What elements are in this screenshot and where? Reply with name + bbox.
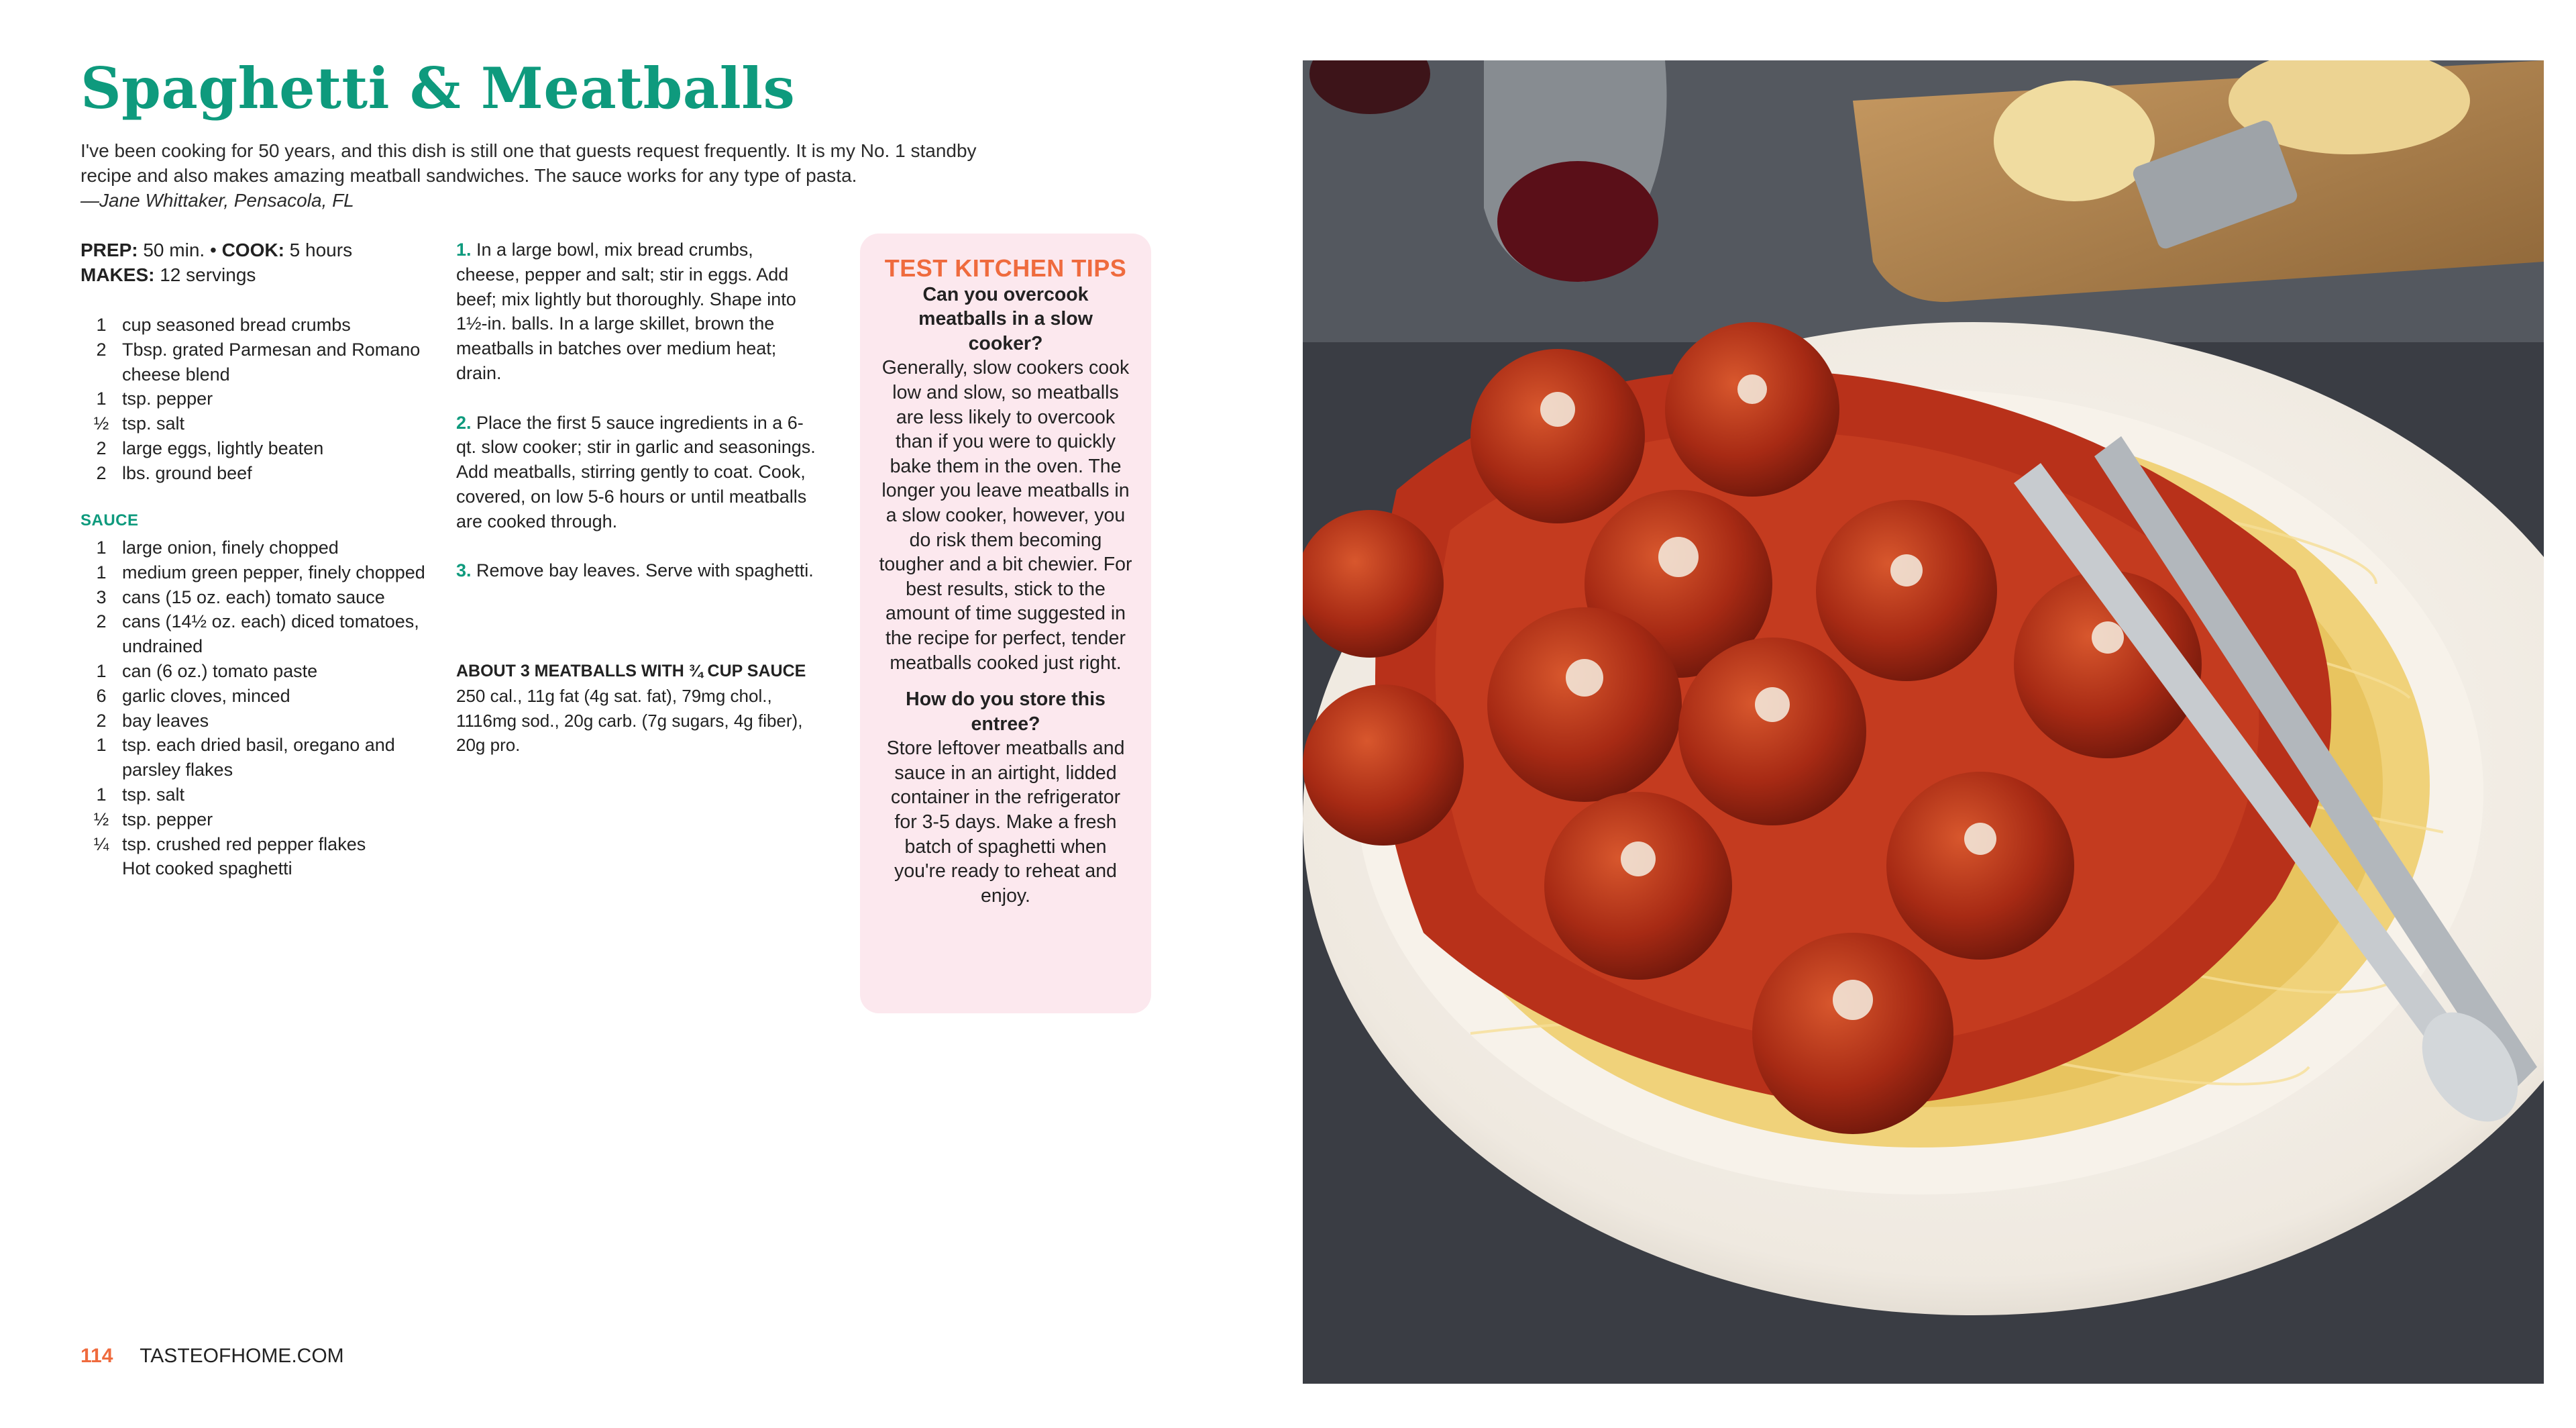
step-text: Place the first 5 sauce ingredients in a 6-qt. slow cooker; stir in garlic and seasonings. Add meatballs, stirring gently to coat. Cook, covered, on low 5-6 hours or until meatballs are cooked through. [456,412,816,531]
cook-value: 5 hours [289,240,353,260]
step-number: 1. [456,240,472,260]
direction-step [456,411,818,534]
ingredient-text: Tbsp. grated Parmesan and Romano cheese blend [122,339,421,385]
spaghetti-meatballs-photo [1303,60,2544,1384]
makes-value: 12 servings [160,264,256,285]
food-photo-illustration [1303,60,2544,1384]
ingredient-quantity: 1 [96,389,107,409]
direction-step [456,238,818,386]
prep-value: 50 min. [143,240,205,260]
sauce-ingredient-text: garlic cloves, minced [122,685,290,706]
ingredients-list [80,313,429,486]
step-number: 2. [456,412,472,433]
ingredient-text: tsp. salt [122,413,185,434]
direction-step [456,558,818,583]
sauce-ingredient-text: can (6 oz.) tomato paste [122,660,318,681]
tips-question-2: How do you store this entree? [906,688,1106,735]
sauce-ingredient-quantity [80,856,122,881]
sauce-ingredient-text: tsp. pepper [122,809,213,829]
sauce-ingredient-text: Hot cooked spaghetti [122,858,292,879]
sauce-ingredient-row [80,807,429,832]
ingredient-quantity: 2 [96,339,107,360]
sauce-ingredient-row [80,782,429,807]
ingredient-row [80,313,429,338]
ingredient-text: lbs. ground beef [122,462,252,483]
sauce-ingredient-quantity: 1 [96,735,107,756]
sauce-ingredient-row [80,709,429,733]
ingredient-row [80,461,429,486]
sauce-ingredient-quantity: 1 [96,784,107,805]
tips-heading: TEST KITCHEN TIPS [884,254,1127,282]
sauce-ingredient-text: large onion, finely chopped [122,538,339,558]
sauce-ingredient-quantity: 1 [96,660,107,681]
sauce-ingredient-text: cans (14½ oz. each) diced tomatoes, undrained [122,611,419,657]
sauce-ingredient-row [80,659,429,684]
recipe-title: Spaghetti & Meatballs [80,55,796,121]
sauce-ingredient-quantity: 2 [96,710,107,731]
ingredient-quantity: ½ [93,413,109,434]
ingredient-row [80,411,429,436]
ingredient-quantity: 2 [96,462,107,483]
sauce-ingredients-list [80,536,429,881]
nutrition-heading: ABOUT 3 MEATBALLS WITH ¾ CUP SAUCE [456,662,806,680]
ingredient-text: cup seasoned bread crumbs [122,315,351,335]
footer-site: TASTEOFHOME.COM [140,1345,344,1367]
step-number: 3. [456,560,472,581]
test-kitchen-tips-box [860,234,1151,1013]
sauce-ingredient-text: tsp. each dried basil, oregano and parsley flakes [122,735,395,780]
makes-label: MAKES: [80,264,155,285]
sauce-ingredient-quantity: 6 [96,685,107,706]
sauce-ingredient-quantity: 1 [96,562,107,582]
sauce-ingredient-quantity: 3 [96,586,107,607]
ingredient-row [80,338,429,387]
sauce-ingredient-text: tsp. salt [122,784,185,805]
step-text: Remove bay leaves. Serve with spaghetti. [471,560,814,581]
intro-text: I've been cooking for 50 years, and this dish is still one that guests request frequently. It is my No. 1 standby recipe and also makes amazing meatball sandwiches. The sauce works for any type of pasta. [80,140,977,186]
cook-label: COOK: [221,240,284,260]
sauce-ingredient-text: cans (15 oz. each) tomato sauce [122,586,385,607]
nutrition-facts [456,659,818,758]
sauce-ingredient-row [80,684,429,709]
nutrition-text: 250 cal., 11g fat (4g sat. fat), 79mg chol., 1116mg sod., 20g carb. (7g sugars, 4g fiber), 20g pro. [456,685,803,756]
sauce-ingredient-text: bay leaves [122,710,209,731]
sauce-heading: SAUCE [80,511,139,529]
ingredient-quantity: 1 [96,315,107,335]
step-text: In a large bowl, mix bread crumbs, cheese, pepper and salt; stir in eggs. Add beef; mix lightly but thoroughly. Shape into 1½-in. balls. In a large skillet, brown the meatballs in batches over medium heat; drain. [456,240,796,383]
ingredient-row [80,387,429,411]
sauce-ingredient-quantity: ½ [93,809,109,829]
ingredient-row [80,436,429,461]
cutting-board [1853,60,2544,302]
prep-label: PREP: [80,240,138,260]
sauce-ingredient-row [80,856,429,881]
meta-separator: • [205,240,222,260]
sauce-ingredient-text: medium green pepper, finely chopped [122,562,425,582]
sauce-ingredient-text: tsp. crushed red pepper flakes [122,833,366,854]
sauce-ingredient-quantity: 2 [96,611,107,632]
sauce-ingredient-quantity: 1 [96,538,107,558]
ingredient-text: tsp. pepper [122,389,213,409]
sauce-ingredient-quantity: ¼ [93,833,109,854]
page-number: 114 [80,1345,113,1367]
ingredient-quantity: 2 [96,438,107,458]
page-footer [80,1345,344,1368]
sauce-ingredient-row [80,536,429,560]
intro-attribution: —Jane Whittaker, Pensacola, FL [80,190,354,211]
sauce-ingredient-row [80,832,429,857]
sauce-ingredient-row [80,733,429,782]
recipe-meta [80,238,352,287]
sauce-ingredient-row [80,560,429,585]
recipe-intro [80,138,1020,213]
directions [456,238,818,608]
ingredient-text: large eggs, lightly beaten [122,438,324,458]
tips-question-1: Can you overcook meatballs in a slow cooker? [918,283,1093,354]
tips-answer-2: Store leftover meatballs and sauce in an airtight, lidded container in the refrigerator for 3-5 days. Make a fresh batch of spaghetti when you're ready to reheat and enjoy. [886,737,1125,907]
sauce-ingredient-row [80,609,429,659]
sauce-ingredient-row [80,585,429,610]
tips-answer-1: Generally, slow cookers cook low and slow, so meatballs are less likely to overcook than if you were to quickly bake them in the oven. The longer you leave meatballs in a slow cooker, however, you do risk them becoming tougher and a bit chewier. For best results, stick to the amount of time suggested in the recipe for perfect, tender meatballs cooked just right. [879,357,1132,674]
